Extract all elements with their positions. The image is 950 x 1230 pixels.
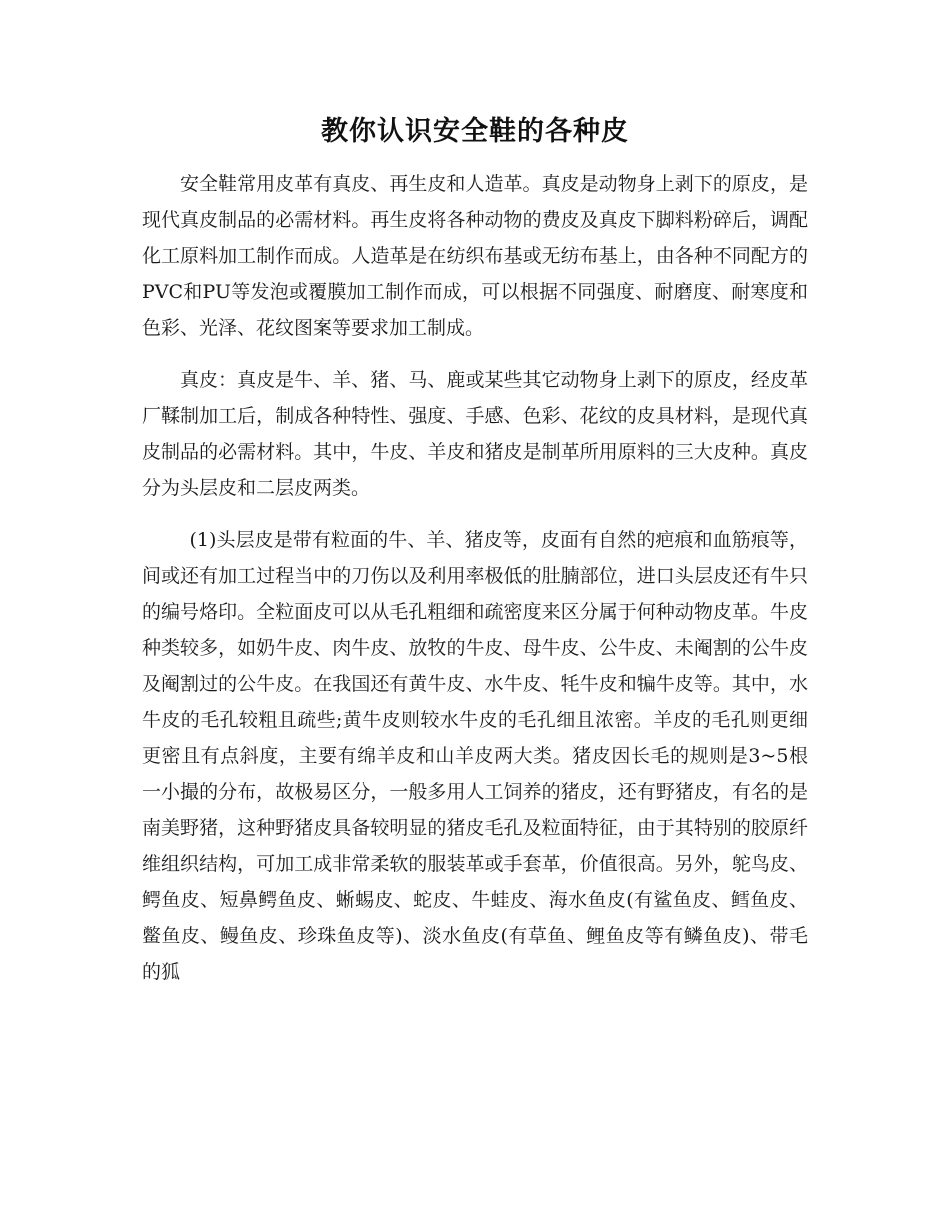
paragraph-intro: 安全鞋常用皮革有真皮、再生皮和人造革。真皮是动物身上剥下的原皮，是现代真皮制品的必需材料。再生皮将各种动物的费皮及真皮下脚料粉碎后，调配化工原料加工制作而成。人造革是在纺织布基或无纺布基上，由各种不同配方的PVC和PU等发泡或覆膜加工制作而成，可以根据不同强度、耐磨度、耐寒度和色彩、光泽、花纹图案等要求加工制成。	[142, 173, 808, 339]
document-body	[142, 166, 808, 1006]
paragraph-top-grain: (1)头层皮是带有粒面的牛、羊、猪皮等，皮面有自然的疤痕和血筋痕等，间或还有加工过程当中的刀伤以及利用率极低的肚腩部位，进口头层皮还有牛只的编号烙印。全粒面皮可以从毛孔粗细和疏密度来区分属于何种动物皮革。牛皮种类较多，如奶牛皮、肉牛皮、放牧的牛皮、母牛皮、公牛皮、未阉割的公牛皮及阉割过的公牛皮。在我国还有黄牛皮、水牛皮、牦牛皮和犏牛皮等。其中，水牛皮的毛孔较粗且疏些;黄牛皮则较水牛皮的毛孔细且浓密。羊皮的毛孔则更细更密且有点斜度，主要有绵羊皮和山羊皮两大类。猪皮因长毛的规则是3~5根一小撮的分布，故极易区分，一般多用人工饲养的猪皮，还有野猪皮，有名的是南美野猪，这种野猪皮具备较明显的猪皮毛孔及粒面特征，由于其特别的胶原纤维组织结构，可加工成非常柔软的服装革或手套革，价值很高。另外，鸵鸟皮、鳄鱼皮、短鼻鳄鱼皮、蜥蜴皮、蛇皮、牛蛙皮、海水鱼皮(有鲨鱼皮、鳕鱼皮、鳖鱼皮、鳗鱼皮、珍珠鱼皮等)、淡水鱼皮(有草鱼、鲤鱼皮等有鳞鱼皮)、带毛的狐	[142, 529, 808, 983]
document-title: 教你认识安全鞋的各种皮	[321, 116, 629, 147]
paragraph-genuine-leather: 真皮：真皮是牛、羊、猪、马、鹿或某些其它动物身上剥下的原皮，经皮革厂鞣制加工后，制成各种特性、强度、手感、色彩、花纹的皮具材料，是现代真皮制品的必需材料。其中，牛皮、羊皮和猪皮是制革所用原料的三大皮种。真皮分为头层皮和二层皮两类。	[142, 369, 808, 499]
